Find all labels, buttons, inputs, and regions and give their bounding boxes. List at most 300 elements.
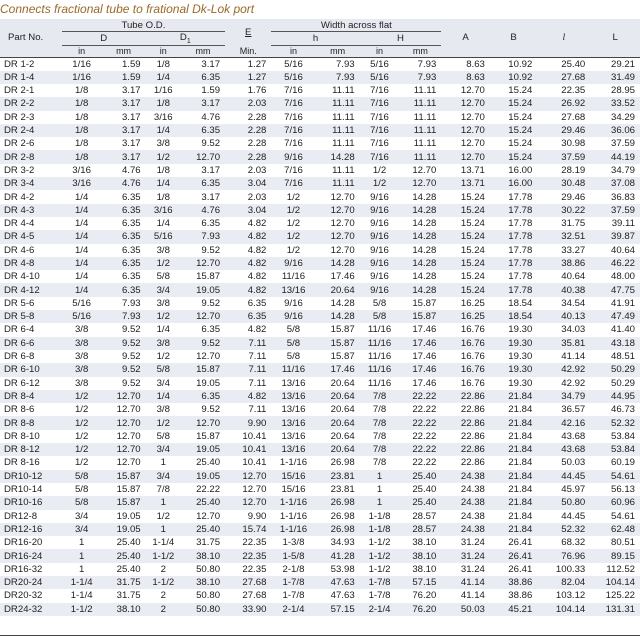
cell-d-mm: 3.17 bbox=[121, 138, 141, 150]
header-h-large: H bbox=[360, 32, 442, 46]
cell-d-in: 5/16 bbox=[72, 311, 91, 323]
cell-d1-in: 5/8 bbox=[156, 364, 170, 376]
cell-a: 22.86 bbox=[460, 390, 485, 402]
cell-d-mm: 15.87 bbox=[116, 470, 141, 482]
cell-h-in: 13/16 bbox=[281, 377, 306, 389]
cell-h-mm: 26.98 bbox=[330, 497, 355, 509]
cell-hh-in: 9/16 bbox=[370, 204, 389, 216]
cell-hh-mm: 57.15 bbox=[412, 577, 437, 589]
cell-hh-in: 1 bbox=[376, 497, 383, 509]
cell-e-min: 15.74 bbox=[242, 523, 267, 535]
cell-h-in: 13/16 bbox=[281, 430, 306, 442]
cell-h-mm: 15.87 bbox=[330, 351, 355, 363]
cell-d-in: 1/4 bbox=[74, 204, 89, 216]
cell-hh-in: 7/16 bbox=[370, 151, 389, 163]
cell-d1-mm: 6.35 bbox=[201, 125, 221, 137]
cell-e-min: 10.41 bbox=[242, 430, 267, 442]
cell-d1-in: 3/8 bbox=[156, 244, 170, 256]
cell-h-mm: 14.28 bbox=[330, 258, 355, 269]
cell-e-min: 12.70 bbox=[242, 484, 267, 496]
cell-h-in: 9/16 bbox=[284, 151, 303, 163]
cell-d1-mm: 12.70 bbox=[196, 258, 221, 269]
cell-h-mm: 47.63 bbox=[330, 590, 355, 602]
table-bottom-rule bbox=[0, 635, 640, 636]
table-row bbox=[0, 549, 640, 562]
cell-d1-in: 3/4 bbox=[156, 377, 170, 389]
cell-d1-mm: 9.52 bbox=[201, 404, 221, 416]
cell-h-in: 15/16 bbox=[281, 470, 306, 482]
cell-hh-mm: 28.57 bbox=[412, 523, 437, 535]
cell-a: 12.70 bbox=[460, 151, 485, 163]
cell-d1-in: 1/8 bbox=[156, 191, 170, 203]
cell-d-in: 3/8 bbox=[74, 377, 89, 389]
cell-h-in: 7/16 bbox=[284, 164, 303, 176]
cell-d-in: 1/8 bbox=[74, 85, 89, 97]
table-row bbox=[0, 137, 640, 150]
cell-hh-in: 7/8 bbox=[372, 457, 387, 469]
cell-hh-in: 5/8 bbox=[372, 297, 387, 309]
cell-h-in: 1/2 bbox=[286, 191, 301, 203]
cell-l-small: 33.27 bbox=[561, 244, 586, 256]
cell-d-mm: 3.17 bbox=[121, 151, 141, 163]
cell-a: 24.38 bbox=[460, 510, 485, 522]
cell-l-small: 34.79 bbox=[561, 390, 586, 402]
cell-hh-in: 7/16 bbox=[370, 138, 389, 150]
cell-d1-in: 1 bbox=[160, 497, 166, 509]
cell-l-small: 28.19 bbox=[561, 164, 586, 176]
cell-part-no: DR 1-2 bbox=[4, 58, 35, 70]
cell-d1-in: 1/8 bbox=[156, 98, 170, 110]
table-row bbox=[0, 576, 640, 589]
cell-hh-in: 7/16 bbox=[370, 98, 389, 110]
cell-h-in: 1-7/8 bbox=[282, 590, 305, 602]
cell-d1-mm: 4.76 bbox=[201, 111, 221, 123]
table-row bbox=[0, 603, 640, 616]
cell-d-mm: 6.35 bbox=[121, 191, 141, 203]
cell-l-small: 37.59 bbox=[561, 151, 586, 163]
cell-hh-mm: 14.28 bbox=[412, 231, 437, 243]
cell-l-small: 45.97 bbox=[561, 484, 586, 496]
cell-l-large: 125.22 bbox=[605, 590, 635, 602]
cell-h-in: 7/16 bbox=[284, 111, 303, 123]
cell-h-in: 1-3/8 bbox=[282, 537, 305, 549]
cell-h-mm: 17.46 bbox=[330, 364, 355, 376]
cell-h-in: 1/2 bbox=[286, 244, 301, 256]
cell-h-in: 13/16 bbox=[281, 444, 306, 456]
cell-hh-in: 9/16 bbox=[370, 191, 389, 203]
cell-hh-mm: 7.93 bbox=[417, 71, 437, 83]
cell-b: 19.30 bbox=[508, 377, 533, 389]
cell-part-no: DR 4-6 bbox=[4, 244, 35, 256]
cell-h-in: 11/16 bbox=[281, 364, 306, 376]
cell-hh-in: 1-1/8 bbox=[368, 523, 391, 535]
cell-hh-mm: 11.11 bbox=[413, 151, 437, 163]
cell-part-no: DR 4-8 bbox=[4, 258, 35, 269]
cell-d1-in: 3/4 bbox=[156, 470, 170, 482]
cell-h-in: 1-1/16 bbox=[279, 510, 308, 522]
cell-a: 12.70 bbox=[460, 138, 485, 150]
unit-mm: mm bbox=[116, 46, 132, 57]
cell-d1-mm: 7.93 bbox=[201, 231, 221, 243]
cell-b: 15.24 bbox=[508, 125, 533, 137]
cell-h-mm: 53.98 bbox=[330, 563, 355, 575]
cell-l-small: 41.14 bbox=[561, 351, 586, 363]
table-row bbox=[0, 403, 640, 416]
cell-d-mm: 25.40 bbox=[116, 563, 141, 575]
cell-d-in: 1/4 bbox=[74, 191, 89, 203]
cell-a: 15.24 bbox=[460, 258, 485, 269]
cell-b: 19.30 bbox=[508, 337, 533, 349]
cell-l-small: 22.35 bbox=[561, 85, 586, 97]
cell-d1-in: 1/2 bbox=[156, 351, 170, 363]
cell-b: 21.84 bbox=[508, 510, 533, 522]
header-h-small: h bbox=[271, 32, 359, 46]
cell-l-large: 52.32 bbox=[610, 417, 635, 429]
cell-a: 15.24 bbox=[460, 204, 485, 216]
cell-part-no: DR 4-2 bbox=[4, 191, 35, 203]
table-row bbox=[0, 84, 640, 97]
cell-a: 31.24 bbox=[460, 550, 485, 562]
cell-l-large: 112.52 bbox=[606, 563, 635, 575]
cell-h-in: 1-1/16 bbox=[279, 523, 308, 535]
cell-d-mm: 6.35 bbox=[121, 258, 141, 269]
cell-b: 10.92 bbox=[508, 71, 533, 83]
cell-a: 12.70 bbox=[460, 111, 485, 123]
cell-hh-in: 9/16 bbox=[370, 258, 389, 269]
unit-mm: mm bbox=[412, 46, 428, 57]
cell-h-in: 13/16 bbox=[281, 404, 306, 416]
table-row bbox=[0, 430, 640, 443]
cell-h-in: 2-1/8 bbox=[282, 563, 305, 575]
cell-b: 26.41 bbox=[508, 563, 533, 575]
cell-h-in: 11/16 bbox=[281, 271, 306, 283]
cell-d-mm: 12.70 bbox=[116, 430, 141, 442]
cell-d1-mm: 15.87 bbox=[196, 364, 221, 376]
cell-l-large: 104.14 bbox=[605, 577, 635, 589]
cell-b: 21.84 bbox=[508, 523, 533, 535]
cell-hh-mm: 14.28 bbox=[412, 258, 437, 269]
cell-l-large: 53.84 bbox=[610, 430, 635, 442]
cell-a: 22.86 bbox=[460, 444, 485, 456]
cell-d-in: 1/16 bbox=[72, 71, 91, 83]
table-row bbox=[0, 71, 640, 84]
cell-d-in: 1/8 bbox=[74, 98, 89, 110]
cell-h-in: 7/16 bbox=[284, 178, 303, 190]
cell-e-min: 4.82 bbox=[247, 218, 267, 230]
cell-part-no: DR 8-12 bbox=[4, 444, 40, 456]
cell-d-mm: 25.40 bbox=[116, 550, 141, 562]
page-title: Connects fractional tube to frational Dk-Lok port bbox=[0, 2, 255, 16]
cell-hh-in: 11/16 bbox=[367, 324, 392, 336]
cell-l-small: 26.92 bbox=[561, 98, 586, 110]
cell-part-no: DR16-32 bbox=[4, 563, 43, 575]
cell-h-mm: 20.64 bbox=[330, 377, 355, 389]
cell-h-in: 5/8 bbox=[286, 351, 301, 363]
cell-e-min: 9.90 bbox=[247, 417, 267, 429]
cell-a: 8.63 bbox=[466, 58, 485, 70]
cell-a: 50.03 bbox=[460, 603, 485, 615]
cell-hh-in: 9/16 bbox=[370, 244, 389, 256]
cell-b: 19.30 bbox=[508, 364, 533, 376]
cell-e-min: 4.82 bbox=[247, 244, 267, 256]
cell-l-large: 48.00 bbox=[610, 271, 635, 283]
cell-d-in: 1/2 bbox=[74, 390, 89, 402]
cell-a: 12.70 bbox=[460, 85, 485, 97]
cell-l-large: 36.06 bbox=[610, 125, 635, 137]
header-e: E bbox=[245, 26, 252, 38]
cell-hh-mm: 17.46 bbox=[412, 337, 437, 349]
cell-e-min: 4.82 bbox=[247, 271, 267, 283]
cell-h-mm: 47.63 bbox=[330, 577, 355, 589]
cell-d-in: 1/4 bbox=[74, 271, 89, 283]
cell-hh-mm: 22.22 bbox=[412, 417, 437, 429]
cell-l-large: 29.21 bbox=[610, 58, 635, 70]
cell-d-in: 1/8 bbox=[74, 111, 89, 123]
cell-h-mm: 23.81 bbox=[330, 470, 355, 482]
cell-d1-in: 3/8 bbox=[156, 138, 170, 150]
cell-e-min: 1.76 bbox=[247, 85, 267, 97]
cell-d1-in: 5/16 bbox=[153, 231, 173, 243]
cell-e-min: 4.82 bbox=[247, 284, 267, 296]
table-row bbox=[0, 257, 640, 270]
cell-h-mm: 15.87 bbox=[330, 324, 355, 336]
cell-d1-in: 3/4 bbox=[156, 284, 170, 296]
cell-a: 16.76 bbox=[460, 337, 485, 349]
cell-h-mm: 11.11 bbox=[332, 178, 355, 190]
cell-b: 38.86 bbox=[508, 577, 533, 589]
cell-d-in: 1/2 bbox=[74, 457, 89, 469]
cell-e-min: 2.03 bbox=[247, 98, 267, 110]
table-row bbox=[0, 244, 640, 257]
unit-in: in bbox=[159, 46, 167, 57]
cell-b: 38.86 bbox=[508, 590, 533, 602]
cell-h-in: 7/16 bbox=[284, 85, 303, 97]
cell-a: 15.24 bbox=[460, 231, 485, 243]
cell-h-mm: 11.11 bbox=[332, 111, 355, 123]
cell-d1-mm: 12.70 bbox=[196, 510, 221, 522]
spec-table bbox=[0, 19, 640, 616]
cell-d-in: 1/8 bbox=[74, 125, 89, 137]
cell-e-min: 7.11 bbox=[248, 337, 267, 349]
cell-d-in: 3/8 bbox=[74, 351, 89, 363]
cell-e-min: 7.11 bbox=[248, 404, 267, 416]
table-row bbox=[0, 310, 640, 323]
cell-l-large: 36.83 bbox=[610, 191, 635, 203]
cell-hh-in: 1-1/8 bbox=[368, 510, 391, 522]
cell-e-min: 2.28 bbox=[247, 125, 267, 137]
cell-a: 16.76 bbox=[460, 324, 485, 336]
cell-part-no: DR 2-8 bbox=[4, 151, 35, 163]
cell-d-mm: 12.70 bbox=[116, 444, 141, 456]
cell-d1-in: 1/4 bbox=[156, 178, 170, 190]
cell-part-no: DR 8-16 bbox=[4, 457, 40, 469]
cell-part-no: DR 3-2 bbox=[4, 164, 35, 176]
cell-hh-mm: 38.10 bbox=[412, 537, 437, 549]
header-tube-od: Tube O.D. bbox=[62, 19, 225, 32]
cell-d1-mm: 1.59 bbox=[201, 85, 221, 97]
cell-hh-in: 7/8 bbox=[372, 417, 387, 429]
cell-d-in: 3/4 bbox=[74, 523, 89, 535]
unit-in: in bbox=[376, 46, 384, 57]
cell-d-in: 3/16 bbox=[72, 164, 91, 176]
cell-d-in: 3/16 bbox=[72, 178, 91, 190]
cell-d1-in: 3/8 bbox=[156, 404, 170, 416]
cell-d-mm: 3.17 bbox=[121, 98, 141, 110]
cell-l-large: 47.75 bbox=[610, 284, 635, 296]
cell-h-mm: 26.98 bbox=[330, 523, 355, 535]
cell-h-in: 2-1/4 bbox=[282, 603, 305, 615]
cell-hh-mm: 14.28 bbox=[412, 191, 437, 203]
cell-l-small: 36.57 bbox=[561, 404, 586, 416]
cell-d1-in: 3/16 bbox=[153, 111, 173, 123]
cell-part-no: DR24-32 bbox=[4, 603, 43, 615]
cell-a: 16.25 bbox=[460, 297, 485, 309]
table-row bbox=[0, 97, 640, 110]
header-l-large: L bbox=[612, 32, 618, 44]
cell-h-in: 1/2 bbox=[286, 231, 301, 243]
cell-l-large: 50.29 bbox=[610, 377, 635, 389]
cell-hh-in: 7/8 bbox=[372, 404, 387, 416]
cell-a: 31.24 bbox=[460, 537, 485, 549]
cell-h-mm: 12.70 bbox=[330, 204, 355, 216]
cell-d-in: 1/4 bbox=[74, 231, 89, 243]
cell-part-no: DR 8-6 bbox=[4, 404, 35, 416]
cell-a: 13.71 bbox=[460, 178, 485, 190]
cell-d1-mm: 3.17 bbox=[201, 58, 221, 70]
cell-h-in: 5/8 bbox=[286, 324, 301, 336]
cell-hh-in: 7/8 bbox=[372, 390, 387, 402]
cell-l-large: 39.11 bbox=[611, 218, 635, 230]
cell-d-mm: 3.17 bbox=[121, 85, 141, 97]
cell-h-mm: 20.64 bbox=[330, 390, 355, 402]
cell-part-no: DR 2-4 bbox=[4, 125, 35, 137]
cell-hh-mm: 22.22 bbox=[412, 390, 437, 402]
cell-l-large: 54.61 bbox=[610, 510, 635, 522]
cell-e-min: 6.35 bbox=[247, 297, 267, 309]
cell-h-mm: 12.70 bbox=[330, 218, 355, 230]
cell-d-mm: 6.35 bbox=[121, 231, 141, 243]
cell-d-mm: 4.76 bbox=[121, 178, 141, 190]
cell-l-large: 33.52 bbox=[610, 98, 635, 110]
cell-a: 13.71 bbox=[460, 164, 485, 176]
cell-b: 19.30 bbox=[508, 351, 533, 363]
cell-b: 18.54 bbox=[508, 297, 533, 309]
cell-l-large: 37.59 bbox=[610, 204, 635, 216]
cell-d1-in: 1/2 bbox=[156, 510, 170, 522]
cell-e-min: 3.04 bbox=[247, 204, 267, 216]
cell-hh-mm: 17.46 bbox=[412, 324, 437, 336]
cell-h-mm: 26.98 bbox=[330, 510, 355, 522]
cell-e-min: 7.11 bbox=[248, 351, 267, 363]
table-row bbox=[0, 217, 640, 230]
cell-part-no: DR 2-6 bbox=[4, 138, 35, 150]
cell-hh-in: 1 bbox=[376, 470, 383, 482]
cell-b: 19.30 bbox=[508, 324, 533, 336]
unit-in: in bbox=[289, 46, 297, 57]
table-row bbox=[0, 510, 640, 523]
cell-hh-in: 9/16 bbox=[370, 218, 389, 230]
cell-d1-in: 2 bbox=[160, 603, 166, 615]
cell-hh-mm: 25.40 bbox=[412, 497, 437, 509]
cell-h-mm: 14.28 bbox=[330, 297, 355, 309]
cell-e-min: 22.35 bbox=[242, 563, 267, 575]
cell-h-mm: 12.70 bbox=[330, 244, 355, 256]
cell-l-large: 28.95 bbox=[610, 85, 635, 97]
cell-h-mm: 11.11 bbox=[332, 138, 355, 150]
cell-l-small: 42.16 bbox=[561, 417, 586, 429]
cell-h-mm: 7.93 bbox=[335, 58, 355, 70]
unit-mm: mm bbox=[330, 46, 346, 57]
cell-hh-mm: 14.28 bbox=[412, 284, 437, 296]
cell-d1-mm: 19.05 bbox=[196, 444, 221, 456]
cell-l-large: 54.61 bbox=[610, 470, 635, 482]
cell-d1-in: 1/2 bbox=[156, 151, 170, 163]
table-row bbox=[0, 124, 640, 137]
cell-hh-in: 5/8 bbox=[372, 311, 387, 323]
cell-d1-mm: 50.80 bbox=[196, 603, 221, 615]
cell-h-in: 1-7/8 bbox=[282, 577, 305, 589]
cell-d1-mm: 25.40 bbox=[196, 497, 221, 509]
cell-d-in: 3/8 bbox=[74, 337, 89, 349]
cell-a: 15.24 bbox=[460, 191, 485, 203]
cell-l-small: 40.38 bbox=[561, 284, 586, 296]
cell-d1-mm: 6.35 bbox=[201, 390, 221, 402]
cell-part-no: DR 6-12 bbox=[4, 377, 40, 389]
cell-hh-mm: 38.10 bbox=[412, 563, 437, 575]
cell-a: 15.24 bbox=[460, 271, 485, 283]
cell-d1-mm: 12.70 bbox=[196, 417, 221, 429]
cell-l-small: 82.04 bbox=[561, 577, 586, 589]
cell-d-in: 1/4 bbox=[74, 218, 89, 230]
cell-part-no: DR 8-10 bbox=[4, 430, 40, 442]
cell-a: 22.86 bbox=[460, 430, 485, 442]
cell-e-min: 4.82 bbox=[247, 258, 267, 269]
cell-e-min: 1.27 bbox=[247, 58, 267, 70]
cell-hh-in: 11/16 bbox=[367, 377, 392, 389]
cell-d1-in: 1/2 bbox=[156, 258, 170, 269]
cell-d-mm: 15.87 bbox=[116, 484, 141, 496]
cell-part-no: DR20-24 bbox=[4, 577, 43, 589]
table-body bbox=[0, 57, 640, 615]
cell-hh-in: 1-7/8 bbox=[368, 577, 391, 589]
cell-h-in: 9/16 bbox=[284, 258, 303, 269]
cell-h-mm: 20.64 bbox=[330, 417, 355, 429]
cell-hh-mm: 76.20 bbox=[412, 603, 437, 615]
cell-a: 24.38 bbox=[460, 470, 485, 482]
cell-hh-mm: 11.11 bbox=[413, 98, 437, 110]
cell-b: 21.84 bbox=[508, 457, 533, 469]
cell-d1-mm: 3.17 bbox=[201, 98, 221, 110]
cell-h-in: 1-5/8 bbox=[282, 550, 305, 562]
cell-hh-mm: 12.70 bbox=[412, 178, 437, 190]
cell-l-large: 43.18 bbox=[610, 337, 635, 349]
cell-d-mm: 1.59 bbox=[121, 58, 141, 70]
cell-a: 15.24 bbox=[460, 284, 485, 296]
cell-d-in: 1-1/4 bbox=[70, 590, 93, 602]
cell-e-min: 6.35 bbox=[247, 311, 267, 323]
cell-hh-in: 2-1/4 bbox=[368, 603, 391, 615]
cell-d1-mm: 15.87 bbox=[196, 271, 221, 283]
cell-h-in: 1/2 bbox=[286, 218, 301, 230]
cell-hh-in: 5/16 bbox=[370, 71, 389, 83]
cell-e-min: 22.35 bbox=[242, 537, 267, 549]
cell-d-mm: 7.93 bbox=[121, 311, 141, 323]
table-row bbox=[0, 283, 640, 296]
cell-e-min: 12.70 bbox=[242, 470, 267, 482]
cell-l-small: 30.98 bbox=[561, 138, 586, 150]
cell-d-mm: 12.70 bbox=[116, 417, 141, 429]
cell-h-in: 7/16 bbox=[284, 138, 303, 150]
